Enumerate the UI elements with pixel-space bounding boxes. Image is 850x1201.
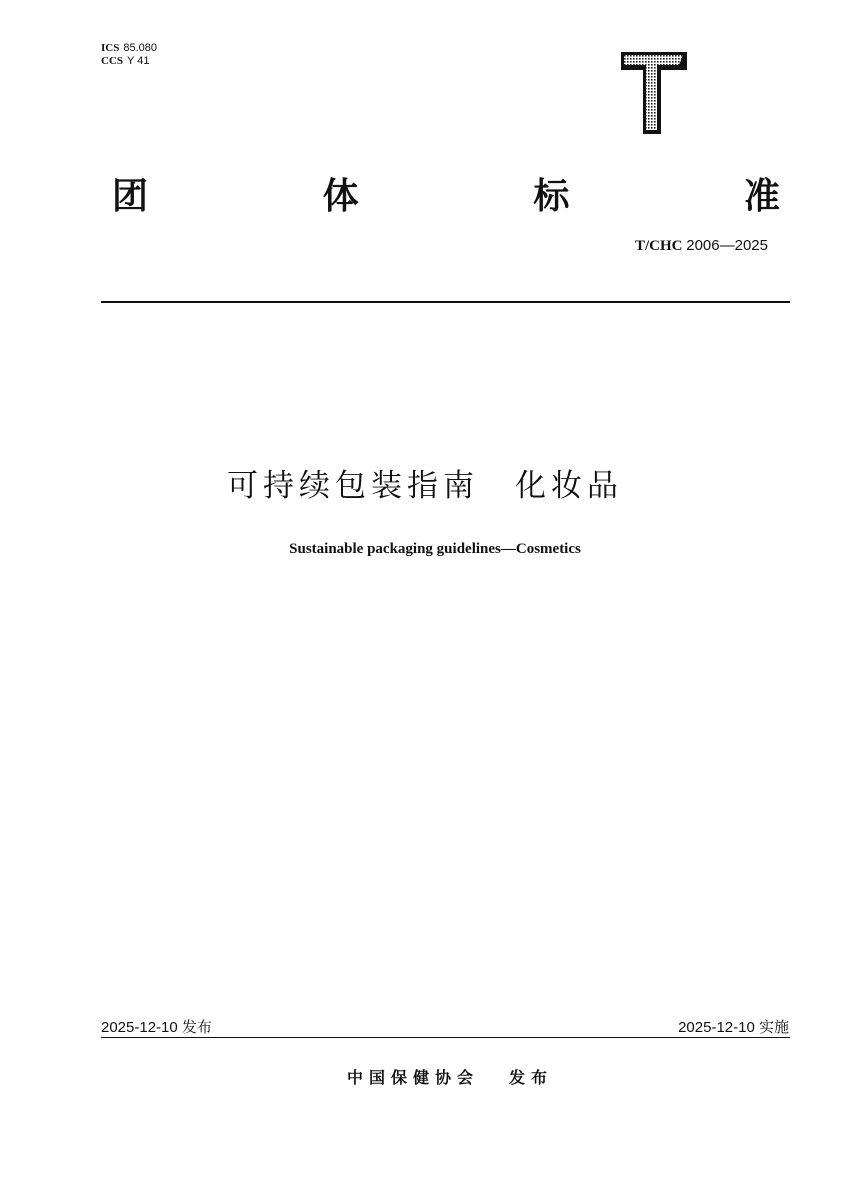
heading-char: 标: [533, 175, 570, 217]
standard-number: [635, 237, 768, 255]
ics-value: 85.080: [123, 42, 157, 54]
ccs-label: CCS: [101, 55, 124, 67]
t-standard-logo: [621, 52, 687, 136]
ics-label: ICS: [101, 42, 120, 54]
bottom-divider: [101, 1037, 790, 1038]
title-english: Sustainable packaging guidelines—Cosmetics: [289, 541, 581, 557]
standard-code: 2006—2025: [686, 237, 768, 254]
heading-char: 准: [743, 175, 780, 217]
top-divider: [101, 301, 790, 303]
ccs-value: Y 41: [127, 55, 150, 67]
publisher-action: 发布: [509, 1068, 554, 1087]
heading-char: 团: [112, 175, 149, 217]
publisher-line: [0, 1065, 850, 1088]
publisher-name: 中国保健协会: [346, 1068, 479, 1087]
classification-codes: [101, 42, 157, 68]
ccs-line: [101, 55, 157, 68]
ics-line: [101, 42, 157, 55]
standard-prefix: T/CHC: [634, 238, 683, 254]
issue-date: 2025-12-10 发布: [101, 1019, 212, 1036]
implementation-date: 2025-12-10 实施: [678, 1019, 789, 1036]
document-type-heading: [112, 168, 780, 218]
title-chinese: 可持续包装指南 化妆品: [227, 468, 623, 504]
heading-char: 体: [322, 175, 359, 217]
